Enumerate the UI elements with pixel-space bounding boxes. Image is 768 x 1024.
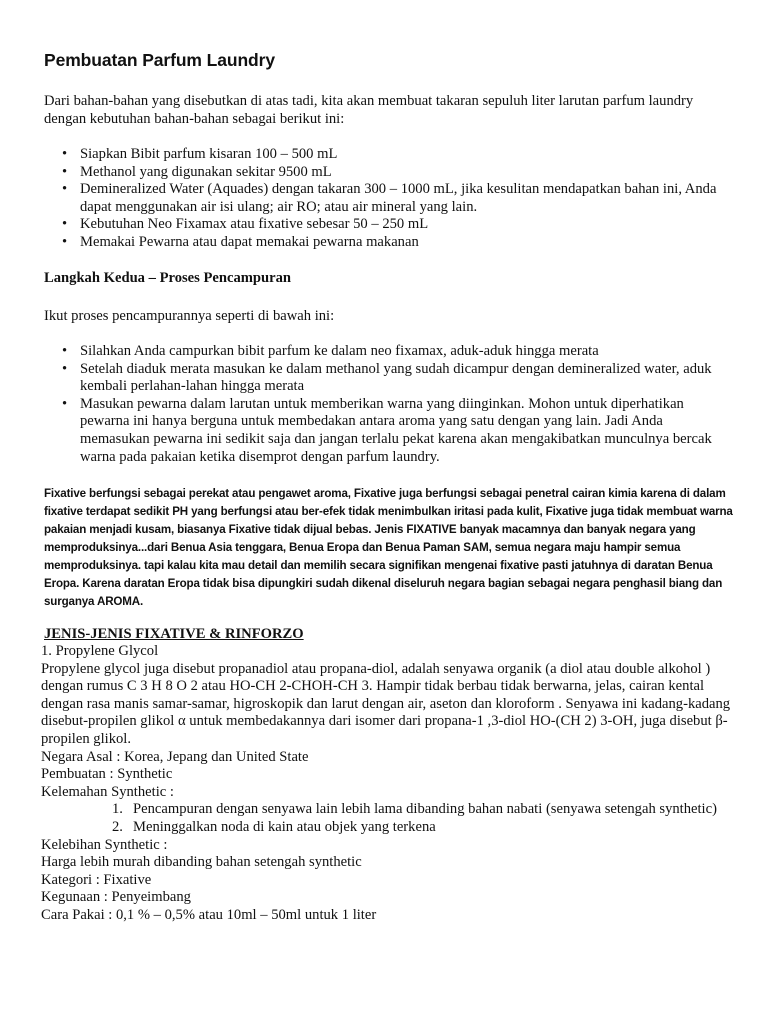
- list-item: • Silahkan Anda campurkan bibit parfum ke dalam neo fixamax, aduk-aduk hingga merata: [44, 343, 734, 361]
- item-usage: Cara Pakai : 0,1 % – 0,5% atau 10ml – 50ml untuk 1 liter: [41, 906, 377, 923]
- list-item: • Siapkan Bibit parfum kisaran 100 – 500 mL: [44, 146, 734, 164]
- fixative-note: Fixative berfungsi sebagai perekat atau pengawet aroma, Fixative juga berfungsi sebagai penetral cairan kimia karena di dalam fixative terdapat sedikit PH yang berfungsi atau ber-efek tidak menimbulkan iritasi pada kulit, Fixative juga tidak membuat warna pakaian menjadi kusam, biasanya Fixative tidak dijual bebas. Jenis FIXATIVE banyak macamnya dan banyak negara yang memproduksinya...dari Benua Asia tenggara, Benua Eropa dan Benua Paman SAM, semua negara maju hampir semua memproduksinya. tapi kalau kita mau detail dan memilih secara signifikan mengenai fixative pasti jatuhnya di daratan Benua Eropa. Karena daratan Eropa tidak bisa dipungkiri sudah dikenal diseluruh negara bagian sebagai negara penghasil biang dan surganya AROMA.: [44, 487, 733, 608]
- steps-list: [44, 343, 734, 466]
- item-heading: 1. Propylene Glycol: [41, 643, 159, 659]
- list-item: • Masukan pewarna dalam larutan untuk memberikan warna yang diinginkan. Mohon untuk diperhatikan pewarna ini hanya berguna untuk membedakan antara aroma yang satu dengan yang lain. Jadi Anda memasukan pewarna ini sedikit saja dan jangan terlalu pekat karena akan mengakibatkan munculnya bercak warna pada pakaian ketika disemprot dengan parfum laundry.: [44, 396, 734, 466]
- strength-label: Kelebihan Synthetic :: [41, 836, 168, 853]
- ingredients-list: [44, 146, 734, 252]
- jenis-heading: JENIS-JENIS FIXATIVE & RINFORZO: [44, 626, 304, 642]
- item-description: Propylene glycol juga disebut propanadiol atau propana-diol, adalah senyawa organik (a diol atau double alkohol ) dengan rumus C 3 H 8 O 2 atau HO-CH 2-CHOH-CH 3. Hampir tidak berbau tidak berwarna, jelas, cairan kental dengan rasa manis samar-samar, higroskopik dan larut dengan air, aseton dan kloroform . Senyawa ini kadang-kadang disebut-propilen glikol α untuk membedakannya dari isomer dari propana-1 ,3-diol HO-(CH 2) 3-OH, juga disebut β-propilen glikol.: [41, 660, 731, 747]
- page-title: Pembuatan Parfum Laundry: [44, 50, 275, 70]
- step2-heading: Langkah Kedua – Proses Pencampuran: [44, 270, 292, 286]
- list-item: [41, 819, 734, 837]
- item-strength: Harga lebih murah dibanding bahan setengah synthetic: [41, 854, 362, 871]
- item-origin: Negara Asal : Korea, Jepang dan United State: [41, 748, 309, 765]
- list-item: • Demineralized Water (Aquades) dengan takaran 300 – 1000 mL, jika kesulitan mendapatkan bahan ini, Anda dapat menggunakan air isi ulang; air RO; atau air mineral yang lain.: [44, 181, 734, 216]
- list-item: • Memakai Pewarna atau dapat memakai pewarna makanan: [44, 234, 734, 252]
- list-number: 1.: [112, 801, 123, 818]
- propylene-glycol-section: [41, 643, 734, 925]
- item-production: Pembuatan : Synthetic: [41, 766, 173, 783]
- list-number: 2.: [112, 818, 123, 835]
- intro-paragraph: Dari bahan-bahan yang disebutkan di atas tadi, kita akan membuat takaran sepuluh liter larutan parfum laundry dengan kebutuhan bahan-bahan sebagai berikut ini:: [44, 93, 694, 127]
- list-item: • Methanol yang digunakan sekitar 9500 mL: [44, 164, 734, 182]
- list-item: • Kebutuhan Neo Fixamax atau fixative sebesar 50 – 250 mL: [44, 216, 734, 234]
- list-item: [41, 801, 734, 819]
- list-item: • Setelah diaduk merata masukan ke dalam methanol yang sudah dicampur dengan demineralized water, aduk kembali perlahan-lahan hingga merata: [44, 361, 734, 396]
- item-use: Kegunaan : Penyeimbang: [41, 889, 191, 906]
- list-text: Meninggalkan noda di kain atau objek yang terkena: [133, 818, 436, 835]
- item-category: Kategori : Fixative: [41, 871, 152, 888]
- step2-intro: Ikut proses pencampurannya seperti di bawah ini:: [44, 308, 335, 324]
- weakness-label: Kelemahan Synthetic :: [41, 783, 174, 800]
- weakness-list: [41, 801, 734, 836]
- list-text: Pencampuran dengan senyawa lain lebih lama dibanding bahan nabati (senyawa setengah synthetic): [133, 801, 717, 818]
